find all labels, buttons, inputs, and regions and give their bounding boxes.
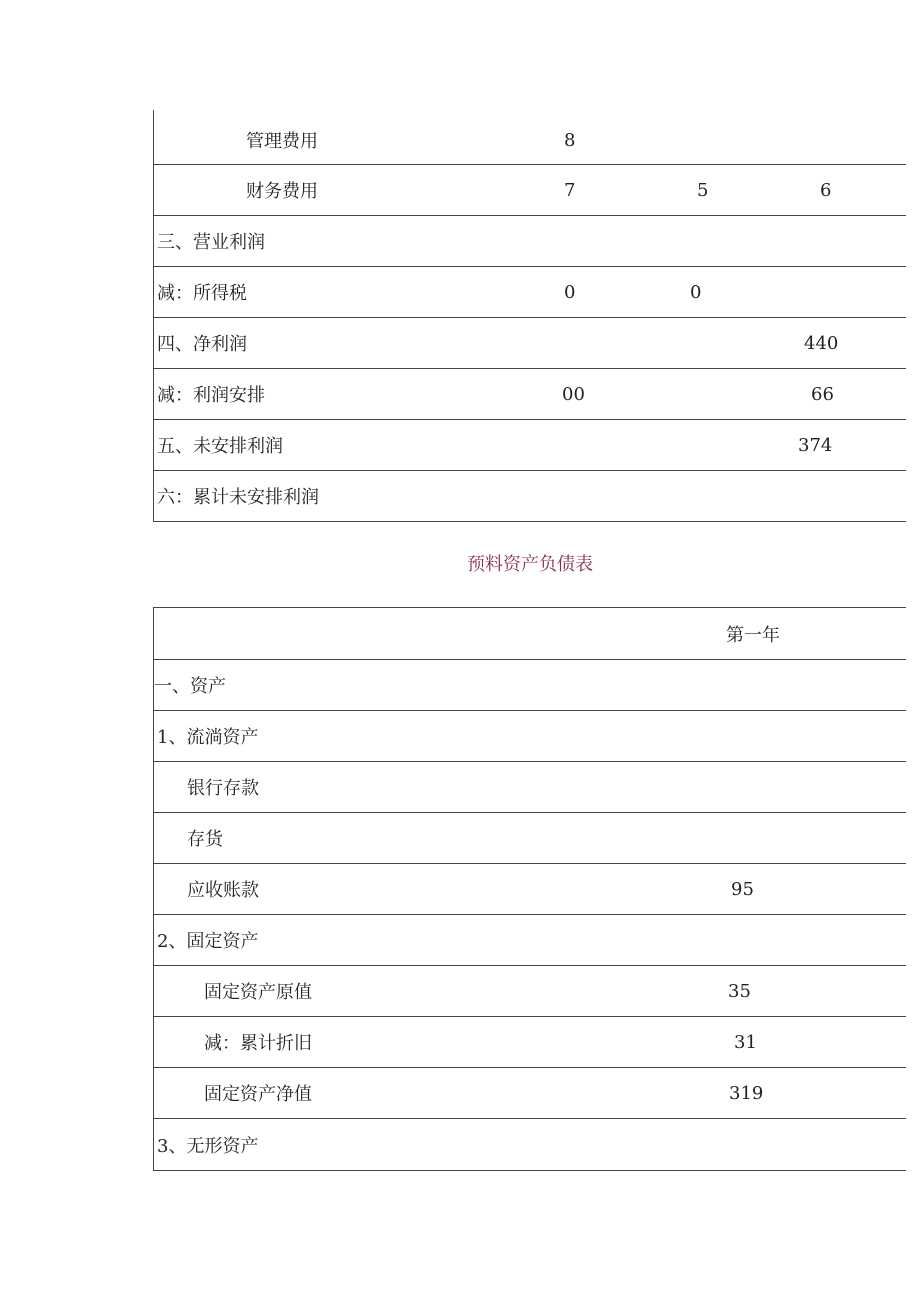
table-row [154, 1017, 906, 1068]
table-row [154, 369, 906, 420]
row-label: 五、未安排利润 [157, 436, 283, 457]
row-label: 管理费用 [246, 131, 318, 152]
row-label: 减：所得税 [157, 283, 247, 304]
row-label: 减：利润安排 [157, 385, 265, 406]
row-label: 六：累计未安排利润 [157, 487, 319, 508]
row-value-col2: 5 [697, 179, 709, 201]
table-row [154, 1068, 906, 1119]
table-row [154, 420, 906, 471]
row-value-col2: 0 [690, 281, 702, 303]
table-row [154, 110, 906, 165]
row-value-year1: 95 [731, 878, 754, 900]
row-label: 固定资产净值 [204, 1084, 312, 1105]
table-row [154, 471, 906, 522]
row-label: 3、无形资产 [157, 1135, 259, 1157]
row-label: 减：累计折旧 [204, 1033, 312, 1054]
row-value-col3: 374 [798, 434, 833, 456]
row-value-col1: 00 [562, 383, 585, 405]
table-row [154, 660, 906, 711]
row-label: 一、资产 [154, 676, 226, 697]
row-label: 1、流淌资产 [157, 727, 259, 748]
row-value-col3: 440 [804, 332, 839, 354]
table-row [154, 165, 906, 216]
row-value-col3: 66 [811, 383, 834, 405]
balance-sheet-title: 预料资产负债表 [467, 554, 593, 575]
row-label: 财务费用 [246, 181, 318, 202]
table-header-row [154, 608, 906, 660]
row-label: 应收账款 [187, 880, 259, 901]
row-value-col1: 8 [564, 129, 576, 151]
row-label: 存货 [187, 829, 223, 850]
table-row [154, 813, 906, 864]
table-row [154, 915, 906, 966]
table-row [154, 762, 906, 813]
row-label: 银行存款 [187, 778, 259, 799]
table-row [154, 318, 906, 369]
row-value-col3: 6 [820, 179, 832, 201]
table-row [154, 267, 906, 318]
income-statement-table [153, 110, 906, 522]
row-value-col1: 7 [564, 179, 576, 201]
table-row [154, 711, 906, 762]
table-row [154, 864, 906, 915]
row-label: 三、营业利润 [157, 232, 265, 253]
row-label: 四、净利润 [157, 334, 247, 355]
row-label: 固定资产原值 [204, 982, 312, 1003]
row-label: 2、固定资产 [157, 931, 259, 952]
row-value-year1: 31 [734, 1031, 757, 1053]
balance-sheet-table [153, 607, 906, 1171]
table-row [154, 216, 906, 267]
row-value-year1: 35 [728, 980, 751, 1002]
table-row [154, 966, 906, 1017]
row-value-col1: 0 [564, 281, 576, 303]
table-row [154, 1119, 906, 1171]
column-header-year1: 第一年 [726, 624, 780, 646]
row-value-year1: 319 [729, 1082, 764, 1104]
